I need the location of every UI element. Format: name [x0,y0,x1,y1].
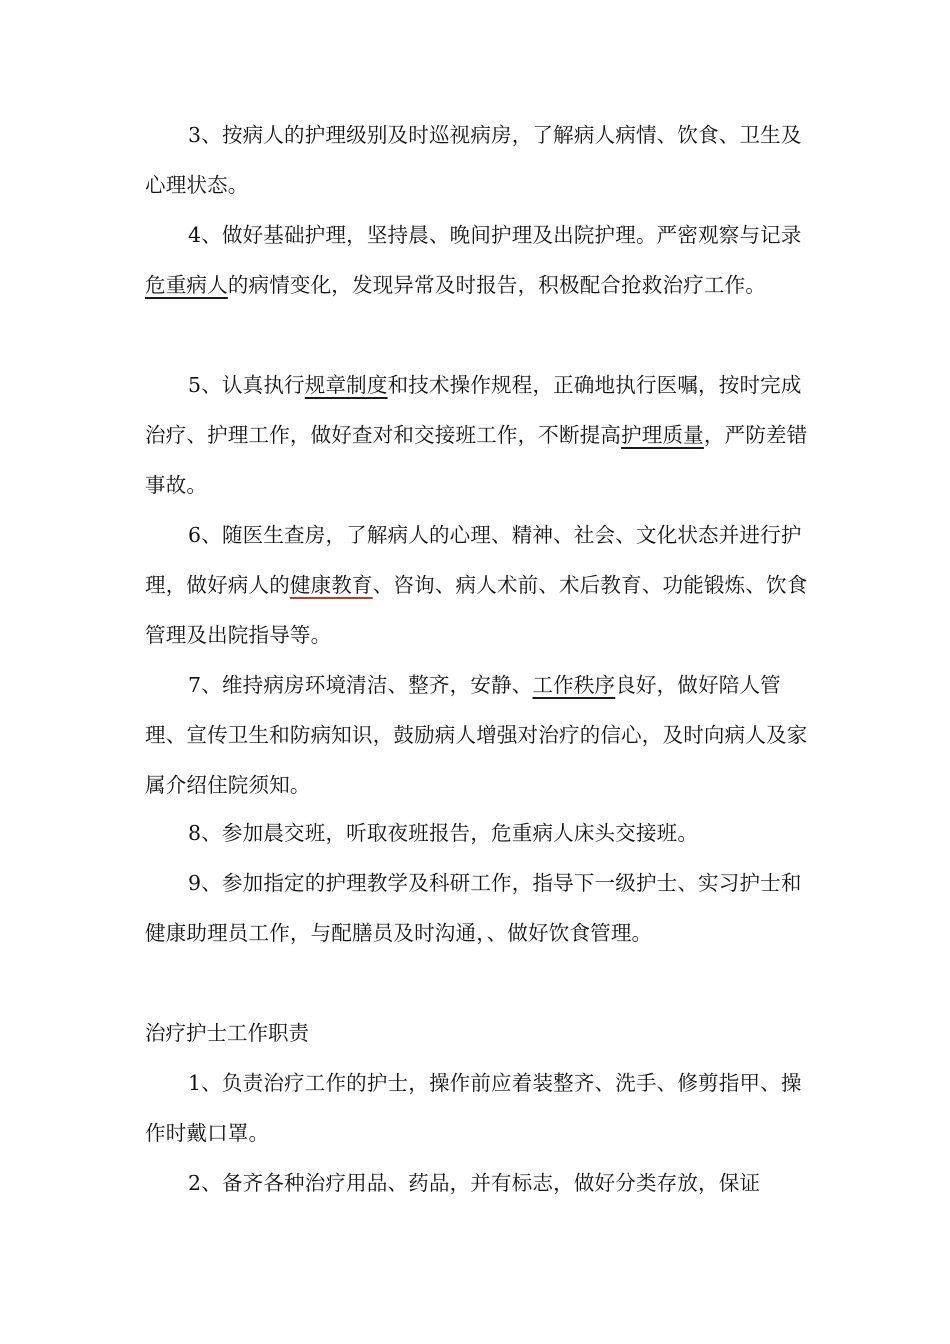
paragraph-6-text-b: 、咨询、病人术前、术后教育、功能锻炼、饮食管理及出院指导等。 [145,573,808,647]
paragraph-3-text: 3、按病人的护理级别及时巡视病房，了解病人病情、饮食、卫生及心理状态。 [145,123,802,197]
paragraph-9 [145,858,815,958]
paragraph-8 [145,808,815,858]
link-nursing-quality[interactable]: 护理质量 [621,423,704,447]
paragraph-4-text-a: 4、做好基础护理，坚持晨、晚间护理及出院护理。严密观察与记录 [188,223,802,247]
paragraph-6-text-a: 6、随医生查房，了解病人的心理、精神、社会、文化状态并进行护理，做好病人的 [145,523,802,597]
paragraph-7 [145,660,815,810]
paragraph-7-text-b: 良好，做好陪人管理、宣传卫生和防病知识，鼓励病人增强对治疗的信心，及时向病人及家属介绍住院须知。 [145,673,808,797]
treatment-paragraph-1 [145,1058,815,1158]
paragraph-5 [145,360,815,510]
link-rules-regulations[interactable]: 规章制度 [304,373,388,397]
treatment-paragraph-2-text: 2、备齐各种治疗用品、药品，并有标志，做好分类存放，保证 [188,1171,761,1195]
paragraph-5-text-c: ，严防差错事故。 [145,423,808,497]
paragraph-8-text: 8、参加晨交班，听取夜班报告，危重病人床头交接班。 [188,821,699,845]
paragraph-5-text-b: 和技术操作规程，正确地执行医嘱，按时完成治疗、护理工作，做好查对和交接班工作，不断提高 [145,373,802,447]
link-health-education[interactable]: 健康教育 [289,573,373,597]
section-heading: 治疗护士工作职责 [145,1021,309,1045]
link-critical-patients[interactable]: 危重病人 [145,273,228,297]
paragraph-6 [145,510,815,660]
treatment-paragraph-1-text: 1、负责治疗工作的护士，操作前应着装整齐、洗手、修剪指甲、操作时戴口罩。 [145,1071,802,1145]
paragraph-4 [145,210,815,310]
paragraph-7-text-a: 7、维持病房环境清洁、整齐，安静、 [188,673,533,697]
paragraph-9-text: 9、参加指定的护理教学及科研工作，指导下一级护士、实习护士和健康助理员工作，与配膳员及时沟通，、做好饮食管理。 [145,871,802,945]
paragraph-3 [145,110,815,210]
treatment-paragraph-2 [145,1158,815,1208]
paragraph-4-text-b: 的病情变化，发现异常及时报告，积极配合抢救治疗工作。 [227,273,767,297]
paragraph-5-text-a: 5、认真执行 [188,373,305,397]
link-work-order[interactable]: 工作秩序 [532,673,616,697]
